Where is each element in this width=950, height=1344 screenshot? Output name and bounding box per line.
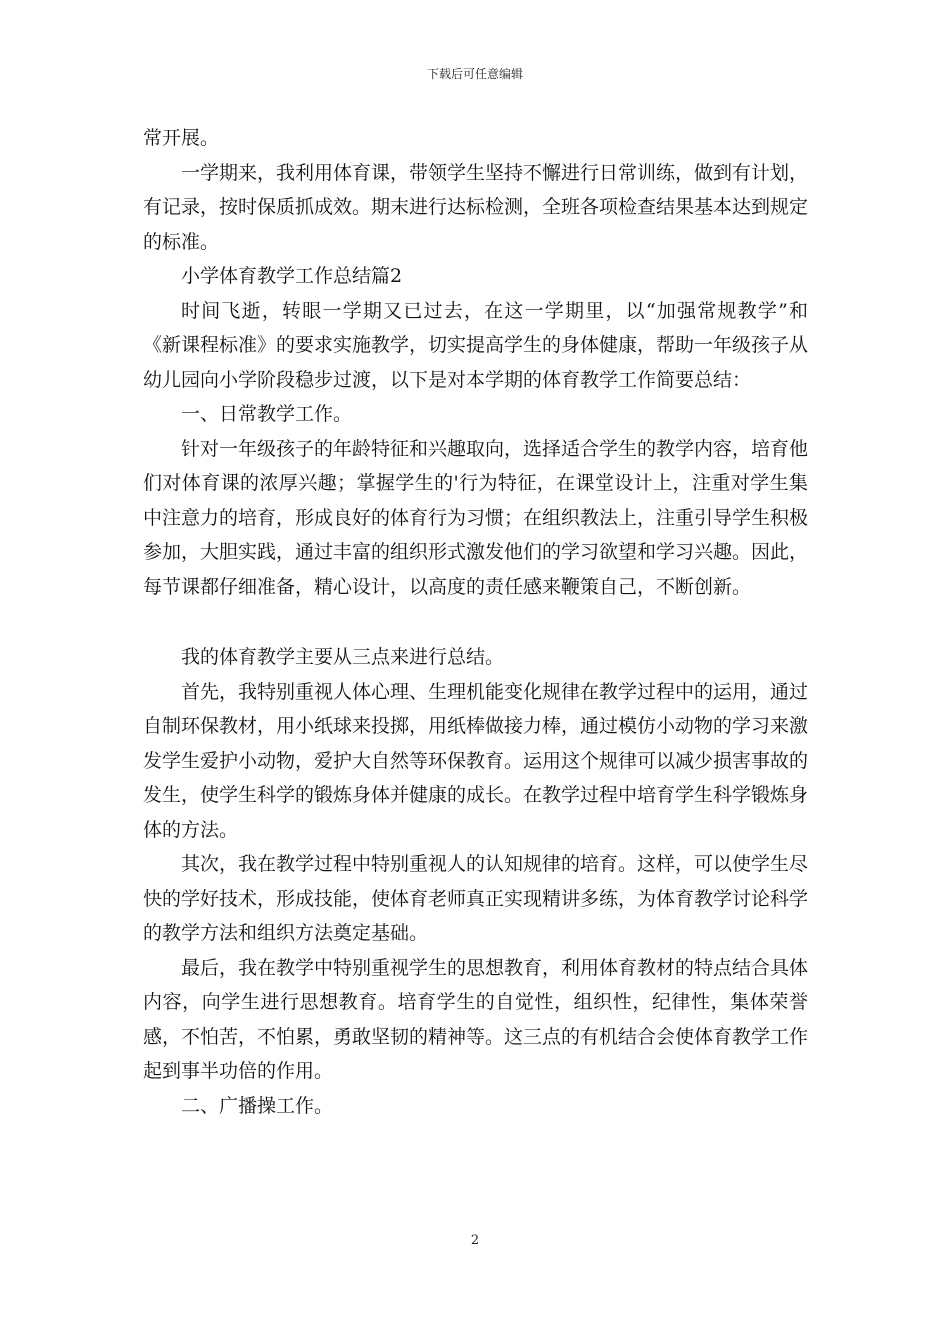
paragraph-daily-teaching: 针对一年级孩子的年龄特征和兴趣取向，选择适合学生的教学内容，培育他们对体育课的浓厚兴趣；掌握学生的'行为特征，在课堂设计上，注重对学生集中注意力的培育，形成良好的体育行为习惯；在组织教法上，注重引导学生积极参加，大胆实践，通过丰富的组织形式激发他们的学习欲望和学习兴趣。因此，每节课都仔细准备，精心设计，以高度的责任感来鞭策自己，不断创新。 (143, 437, 809, 598)
section-heading-part-2: 小学体育教学工作总结篇2 (181, 265, 403, 287)
paragraph-continuation: 常开展。 (143, 127, 220, 149)
paragraph-intro: 时间飞逝，转眼一学期又已过去，在这一学期里，以“加强常规教学”和《新课程标准》的要求实施教学，切实提高学生的身体健康，帮助一年级孩子从幼儿园向小学阶段稳步过渡，以下是对本学期的体育教学工作简要总结： (143, 299, 809, 391)
section-heading-daily-teaching: 一、日常教学工作。 (181, 403, 353, 425)
paragraph-final-point: 最后，我在教学中特别重视学生的思想教育，利用体育教材的特点结合具体内容，向学生进行思想教育。培育学生的自觉性，组织性，纪律性，集体荣誉感，不怕苦，不怕累，勇敢坚韧的精神等。这三点的有机结合会使体育教学工作起到事半功倍的作用。 (143, 956, 809, 1082)
paragraph-first-point: 首先，我特别重视人体心理、生理机能变化规律在教学过程中的运用，通过自制环保教材，用小纸球来投掷，用纸棒做接力棒，通过模仿小动物的学习来激发学生爱护小动物，爱护大自然等环保教育。运用这个规律可以减少损害事故的发生，使学生科学的锻炼身体并健康的成长。在教学过程中培育学生科学锻炼身体的方法。 (143, 680, 809, 841)
paragraph-gap (143, 604, 808, 640)
section-heading-broadcast-exercise: 二、广播操工作。 (181, 1094, 334, 1117)
paragraph-training-summary: 一学期来，我利用体育课，带领学生坚持不懈进行日常训练，做到有计划，有记录，按时保质抓成效。期末进行达标检测，全班各项检查结果基本达到规定的标准。 (143, 161, 809, 253)
document-body (143, 121, 808, 1123)
paragraph-three-points: 我的体育教学主要从三点来进行总结。 (181, 646, 505, 668)
page-number: 2 (470, 1233, 480, 1248)
paragraph-second-point: 其次，我在教学过程中特别重视人的认知规律的培育。这样，可以使学生尽快的学好技术，形成技能，使体育老师真正实现精讲多练，为体育教学讨论科学的教学方法和组织方法奠定基础。 (143, 853, 809, 944)
page-header-note: 下载后可任意编辑 (426, 67, 523, 81)
